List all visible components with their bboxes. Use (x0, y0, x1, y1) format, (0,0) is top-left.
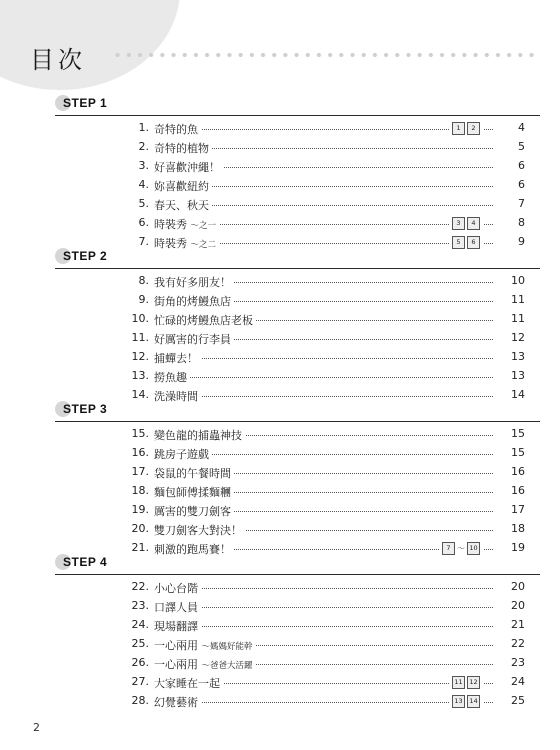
toc-entry-list (55, 426, 525, 559)
toc-entry[interactable] (55, 579, 525, 598)
entry-title-main: 奇特的魚 (154, 123, 198, 136)
entry-title (154, 388, 201, 404)
entry-title (154, 618, 201, 634)
entry-title-main: 大家睡在一起 (154, 677, 220, 690)
dot-leader (155, 396, 493, 397)
toc-entry[interactable] (55, 196, 525, 215)
entry-title-main: 口譯人員 (154, 601, 198, 614)
entry-subtitle: ～之二 (190, 240, 217, 250)
entry-title-main: 春天、秋天 (154, 199, 209, 212)
entry-title (154, 350, 201, 366)
track-number-icon: 1 (452, 122, 465, 135)
toc-section (55, 401, 525, 556)
entry-title-main: 洗澡時間 (154, 390, 198, 403)
entry-number: 6. (138, 216, 149, 229)
entry-title-main: 妳喜歡紐約 (154, 180, 209, 193)
entry-page-number: 17 (495, 503, 525, 516)
entry-title (154, 235, 219, 251)
entry-title-main: 時裝秀 (154, 237, 191, 250)
toc-entry[interactable] (55, 464, 525, 483)
entry-title-main: 跳房子遊戲 (154, 448, 209, 461)
entry-page-number: 15 (495, 427, 525, 440)
entry-page-number: 11 (495, 293, 525, 306)
entry-title-main: 一心兩用 (154, 658, 202, 671)
toc-entry[interactable] (55, 445, 525, 464)
page-title: 目次 (30, 46, 86, 74)
entry-title-main: 忙碌的烤鰻魚店老板 (154, 314, 253, 327)
toc-entry[interactable] (55, 483, 525, 502)
entry-page-number: 23 (495, 656, 525, 669)
toc-entry[interactable] (55, 273, 525, 292)
toc-section (55, 95, 525, 250)
entry-subtitle: ～之一 (190, 221, 217, 231)
step-label: STEP 1 (63, 96, 108, 110)
track-number-icon: 5 (452, 236, 465, 249)
page-number: 2 (33, 721, 40, 734)
audio-track-markers (449, 695, 483, 708)
entry-page-number: 11 (495, 312, 525, 325)
entry-title-main: 厲害的雙刀劍客 (154, 505, 231, 518)
entry-page-number: 9 (495, 235, 525, 248)
dot-leader (155, 607, 493, 608)
entry-number: 20. (131, 522, 149, 535)
toc-entry[interactable] (55, 521, 525, 540)
audio-track-markers (449, 217, 483, 230)
entry-number: 21. (131, 541, 149, 554)
toc-entry[interactable] (55, 693, 525, 712)
entry-page-number: 16 (495, 484, 525, 497)
entry-number: 1. (138, 121, 149, 134)
toc-section (55, 554, 525, 709)
entry-number: 12. (131, 350, 149, 363)
dot-leader (155, 702, 493, 703)
entry-page-number: 21 (495, 618, 525, 631)
entry-page-number: 20 (495, 599, 525, 612)
track-number-icon: 14 (467, 695, 480, 708)
entry-title (154, 274, 234, 290)
entry-title (154, 694, 201, 710)
title-dotted-rule (112, 53, 540, 57)
toc-entry[interactable] (55, 139, 525, 158)
entry-title (154, 178, 212, 194)
entry-title-main: 好喜歡沖繩！ (154, 161, 220, 174)
entry-title (154, 140, 212, 156)
entry-page-number: 5 (495, 140, 525, 153)
entry-subtitle: ～媽媽好能幹 (201, 642, 253, 652)
audio-track-markers (449, 122, 483, 135)
entry-title-main: 捕蟬去！ (154, 352, 198, 365)
entry-page-number: 24 (495, 675, 525, 688)
entry-number: 3. (138, 159, 149, 172)
entry-title (154, 159, 223, 175)
entry-number: 22. (131, 580, 149, 593)
entry-page-number: 25 (495, 694, 525, 707)
entry-title-main: 變色龍的捕蟲神技 (154, 429, 242, 442)
entry-page-number: 4 (495, 121, 525, 134)
entry-title-main: 小心台階 (154, 582, 198, 595)
toc-entry-list (55, 579, 525, 712)
entry-title (154, 484, 234, 500)
entry-title-main: 幻覺藝術 (154, 696, 198, 709)
entry-title-main: 刺激的跑馬賽！ (154, 543, 231, 556)
track-number-icon: 2 (467, 122, 480, 135)
audio-track-markers (439, 542, 483, 555)
audio-track-markers (449, 236, 483, 249)
track-number-icon: 13 (452, 695, 465, 708)
audio-track-markers (449, 676, 483, 689)
entry-title (154, 293, 234, 309)
step-label: STEP 2 (63, 249, 108, 263)
toc-entry[interactable] (55, 330, 525, 349)
entry-number: 15. (131, 427, 149, 440)
step-heading (55, 554, 525, 572)
toc-entry[interactable] (55, 636, 525, 655)
entry-number: 11. (131, 331, 149, 344)
toc-entry[interactable] (55, 426, 525, 445)
entry-title (154, 331, 234, 347)
toc-entry[interactable] (55, 655, 525, 674)
track-number-icon: 4 (467, 217, 480, 230)
entry-page-number: 22 (495, 637, 525, 650)
entry-title-main: 好厲害的行李員 (154, 333, 231, 346)
entry-number: 5. (138, 197, 149, 210)
entry-number: 13. (131, 369, 149, 382)
entry-number: 14. (131, 388, 149, 401)
entry-page-number: 19 (495, 541, 525, 554)
entry-title (154, 656, 256, 672)
entry-title-main: 奇特的植物 (154, 142, 209, 155)
entry-title (154, 503, 234, 519)
toc-entry[interactable] (55, 349, 525, 368)
entry-title-main: 雙刀劍客大對決！ (154, 524, 242, 537)
entry-page-number: 13 (495, 369, 525, 382)
step-label: STEP 4 (63, 555, 108, 569)
entry-number: 7. (138, 235, 149, 248)
entry-title (154, 675, 223, 691)
entry-number: 8. (138, 274, 149, 287)
step-heading (55, 401, 525, 419)
dot-leader (155, 377, 493, 378)
entry-title (154, 121, 201, 137)
step-divider (55, 115, 540, 116)
dot-leader (155, 129, 493, 130)
toc-entry[interactable] (55, 120, 525, 139)
toc-entry[interactable] (55, 158, 525, 177)
entry-page-number: 14 (495, 388, 525, 401)
entry-page-number: 15 (495, 446, 525, 459)
entry-page-number: 13 (495, 350, 525, 363)
step-divider (55, 268, 540, 269)
toc-entry[interactable] (55, 674, 525, 693)
track-number-icon: 10 (467, 542, 480, 555)
entry-title (154, 197, 212, 213)
step-divider (55, 574, 540, 575)
entry-title-main: 我有好多朋友！ (154, 276, 231, 289)
entry-number: 26. (131, 656, 149, 669)
entry-number: 4. (138, 178, 149, 191)
entry-title (154, 580, 201, 596)
entry-title (154, 522, 245, 538)
entry-title-main: 袋鼠的午餐時間 (154, 467, 231, 480)
entry-page-number: 18 (495, 522, 525, 535)
entry-number: 16. (131, 446, 149, 459)
track-number-icon: 6 (467, 236, 480, 249)
entry-title (154, 427, 245, 443)
entry-page-number: 6 (495, 178, 525, 191)
entry-title (154, 369, 190, 385)
entry-title (154, 637, 256, 653)
entry-title (154, 216, 219, 232)
toc-entry[interactable] (55, 177, 525, 196)
dot-leader (155, 626, 493, 627)
entry-number: 25. (131, 637, 149, 650)
entry-number: 10. (131, 312, 149, 325)
entry-number: 24. (131, 618, 149, 631)
entry-title-main: 街角的烤鰻魚店 (154, 295, 231, 308)
track-number-icon: 7 (442, 542, 455, 555)
entry-title (154, 446, 212, 462)
entry-number: 17. (131, 465, 149, 478)
track-range-separator: ～ (457, 544, 465, 553)
entry-title-main: 時裝秀 (154, 218, 191, 231)
dot-leader (155, 588, 493, 589)
toc-entry[interactable] (55, 617, 525, 636)
toc-entry-list (55, 120, 525, 253)
entry-title-main: 一心兩用 (154, 639, 202, 652)
track-number-icon: 12 (467, 676, 480, 689)
entry-title-main: 麵包師傅揉麵糰 (154, 486, 231, 499)
toc-entry[interactable] (55, 215, 525, 234)
entry-number: 2. (138, 140, 149, 153)
entry-page-number: 16 (495, 465, 525, 478)
entry-number: 19. (131, 503, 149, 516)
entry-title (154, 465, 234, 481)
entry-subtitle: ～爸爸大活躍 (201, 661, 253, 671)
track-number-icon: 3 (452, 217, 465, 230)
entry-title (154, 312, 256, 328)
entry-title (154, 599, 201, 615)
toc-entry[interactable] (55, 368, 525, 387)
entry-title-main: 撈魚趣 (154, 371, 187, 384)
corner-decoration (0, 0, 180, 90)
entry-page-number: 10 (495, 274, 525, 287)
track-number-icon: 11 (452, 676, 465, 689)
entry-number: 27. (131, 675, 149, 688)
entry-page-number: 7 (495, 197, 525, 210)
toc-entry[interactable] (55, 598, 525, 617)
dot-leader (155, 358, 493, 359)
step-heading (55, 248, 525, 266)
entry-page-number: 12 (495, 331, 525, 344)
toc-section (55, 248, 525, 403)
step-heading (55, 95, 525, 113)
entry-number: 9. (138, 293, 149, 306)
entry-page-number: 8 (495, 216, 525, 229)
toc-entry[interactable] (55, 502, 525, 521)
toc-entry-list (55, 273, 525, 406)
entry-title-main: 現場翻譯 (154, 620, 198, 633)
entry-number: 28. (131, 694, 149, 707)
step-label: STEP 3 (63, 402, 108, 416)
entry-page-number: 20 (495, 580, 525, 593)
toc-entry[interactable] (55, 292, 525, 311)
entry-number: 18. (131, 484, 149, 497)
toc-entry[interactable] (55, 311, 525, 330)
entry-title (154, 541, 234, 557)
entry-number: 23. (131, 599, 149, 612)
entry-page-number: 6 (495, 159, 525, 172)
step-divider (55, 421, 540, 422)
